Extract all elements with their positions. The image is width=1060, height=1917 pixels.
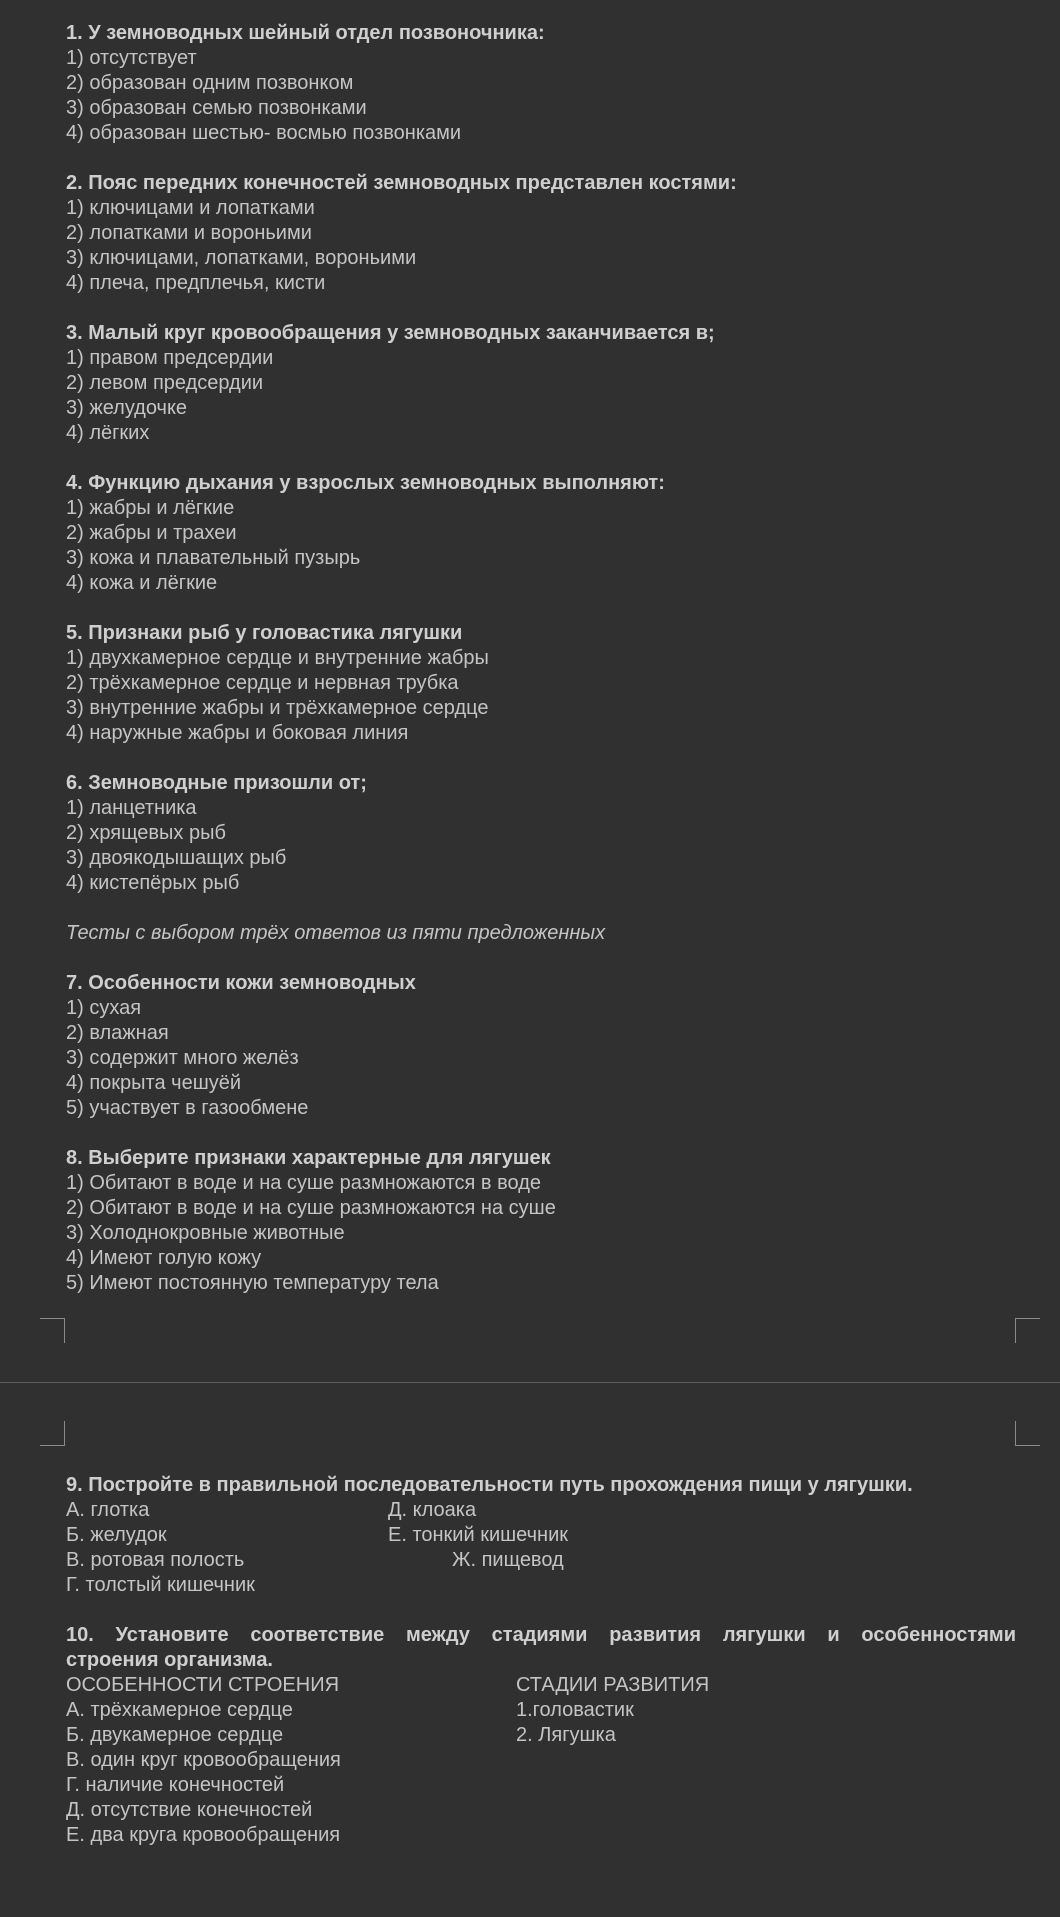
- feature-item: Д. отсутствие конечностей: [66, 1799, 313, 1821]
- question-block: [66, 21, 1016, 146]
- document-page-2: [0, 1385, 1060, 1917]
- answer-option: 4) Имеют голую кожу: [66, 1247, 262, 1269]
- question-title: 9. Постройте в правильной последовательности путь прохождения пищи у лягушки.: [66, 1474, 913, 1496]
- answer-option: 4) кистепёрых рыб: [66, 872, 240, 894]
- page-corner-mark: [1015, 1318, 1040, 1343]
- answer-option: 1) правом предсердии: [66, 347, 274, 369]
- question-block: [66, 171, 1016, 296]
- feature-item: А. трёхкамерное сердце: [66, 1699, 293, 1721]
- stage-item: 1.головастик: [516, 1699, 634, 1721]
- sequence-item: Ж. пищевод: [452, 1549, 564, 1571]
- answer-option: 3) внутренние жабры и трёхкамерное сердце: [66, 697, 489, 719]
- answer-option: 2) Обитают в воде и на суше размножаются на суше: [66, 1197, 556, 1219]
- answer-option: 2) левом предсердии: [66, 372, 264, 394]
- answer-option: 2) хрящевых рыб: [66, 822, 226, 844]
- answer-option: 3) кожа и плавательный пузырь: [66, 547, 361, 569]
- answer-option: 2) жабры и трахеи: [66, 522, 237, 544]
- question-title: 7. Особенности кожи земноводных: [66, 972, 416, 994]
- answer-option: 3) желудочке: [66, 397, 188, 419]
- answer-option: 4) образован шестью- восмью позвонками: [66, 122, 462, 144]
- feature-item: Б. двукамерное сердце: [66, 1724, 284, 1746]
- stage-item: 2. Лягушка: [516, 1724, 616, 1746]
- page-break-divider: [0, 1382, 1060, 1383]
- answer-option: 4) лёгких: [66, 422, 150, 444]
- answer-option: 2) трёхкамерное сердце и нервная трубка: [66, 672, 459, 694]
- page-corner-mark: [1015, 1421, 1040, 1446]
- answer-option: 1) двухкамерное сердце и внутренние жабры: [66, 647, 489, 669]
- question-title-continued: строения организма.: [66, 1649, 273, 1671]
- column-header-features: ОСОБЕННОСТИ СТРОЕНИЯ: [66, 1674, 340, 1696]
- question-block: [66, 771, 1016, 896]
- answer-option: 1) жабры и лёгкие: [66, 497, 235, 519]
- question-title: 5. Признаки рыб у головастика лягушки: [66, 622, 463, 644]
- answer-option: 2) лопатками и вороньими: [66, 222, 312, 244]
- answer-option: 3) двоякодышащих рыб: [66, 847, 287, 869]
- feature-item: Е. два круга кровообращения: [66, 1824, 341, 1846]
- sequence-item: Б. желудок: [66, 1524, 167, 1546]
- answer-option: 5) Имеют постоянную температуру тела: [66, 1272, 439, 1294]
- questions-part-1: [66, 21, 1016, 896]
- answer-option: 2) влажная: [66, 1022, 169, 1044]
- sequence-item: Д. клоака: [388, 1499, 477, 1521]
- answer-option: 2) образован одним позвонком: [66, 72, 354, 94]
- feature-item: В. один круг кровообращения: [66, 1749, 341, 1771]
- question-title: 10. Установите соответствие между стадиями развития лягушки и особенностями: [66, 1624, 1016, 1646]
- feature-item: Г. наличие конечностей: [66, 1774, 285, 1796]
- answer-option: 3) содержит много желёз: [66, 1047, 299, 1069]
- answer-option: 4) кожа и лёгкие: [66, 572, 218, 594]
- sequence-item: А. глотка: [66, 1499, 150, 1521]
- answer-option: 4) покрыта чешуёй: [66, 1072, 242, 1094]
- column-header-stages: СТАДИИ РАЗВИТИЯ: [516, 1674, 710, 1696]
- section-title: Тесты с выбором трёх ответов из пяти предложенных: [66, 922, 606, 944]
- question-block: [66, 621, 1016, 746]
- answer-option: 3) ключицами, лопатками, вороньими: [66, 247, 417, 269]
- question-block: [66, 321, 1016, 446]
- answer-option: 1) ключицами и лопатками: [66, 197, 315, 219]
- page-corner-mark: [40, 1318, 65, 1343]
- answer-option: 1) Обитают в воде и на суше размножаются в воде: [66, 1172, 541, 1194]
- page-1-content: [66, 21, 1016, 1321]
- question-title: 2. Пояс передних конечностей земноводных представлен костями:: [66, 172, 737, 194]
- answer-option: 4) наружные жабры и боковая линия: [66, 722, 409, 744]
- page-corner-mark: [40, 1421, 65, 1446]
- answer-option: 1) сухая: [66, 997, 142, 1019]
- question-block: [66, 471, 1016, 596]
- answer-option: 1) ланцетника: [66, 797, 197, 819]
- question-title: 8. Выберите признаки характерные для лягушек: [66, 1147, 551, 1169]
- question-title: 1. У земноводных шейный отдел позвоночника:: [66, 22, 545, 44]
- answer-option: 1) отсутствует: [66, 47, 197, 69]
- answer-option: 4) плеча, предплечья, кисти: [66, 272, 326, 294]
- page-2-content: [66, 1473, 1016, 1873]
- question-title: 3. Малый круг кровообращения у земноводных заканчивается в;: [66, 322, 715, 344]
- sequence-item: Е. тонкий кишечник: [388, 1524, 569, 1546]
- questions-part-2: [66, 971, 1016, 1296]
- question-block: [66, 1146, 1016, 1296]
- question-9: [66, 1473, 1016, 1598]
- answer-option: 5) участвует в газообмене: [66, 1097, 309, 1119]
- question-block: [66, 971, 1016, 1121]
- answer-option: 3) образован семью позвонками: [66, 97, 367, 119]
- sequence-item: В. ротовая полость: [66, 1549, 245, 1571]
- sequence-item: Г. толстый кишечник: [66, 1574, 255, 1596]
- answer-option: 3) Холоднокровные животные: [66, 1222, 345, 1244]
- question-title: 6. Земноводные призошли от;: [66, 772, 367, 794]
- question-title: 4. Функцию дыхания у взрослых земноводных выполняют:: [66, 472, 665, 494]
- question-10: [66, 1623, 1016, 1848]
